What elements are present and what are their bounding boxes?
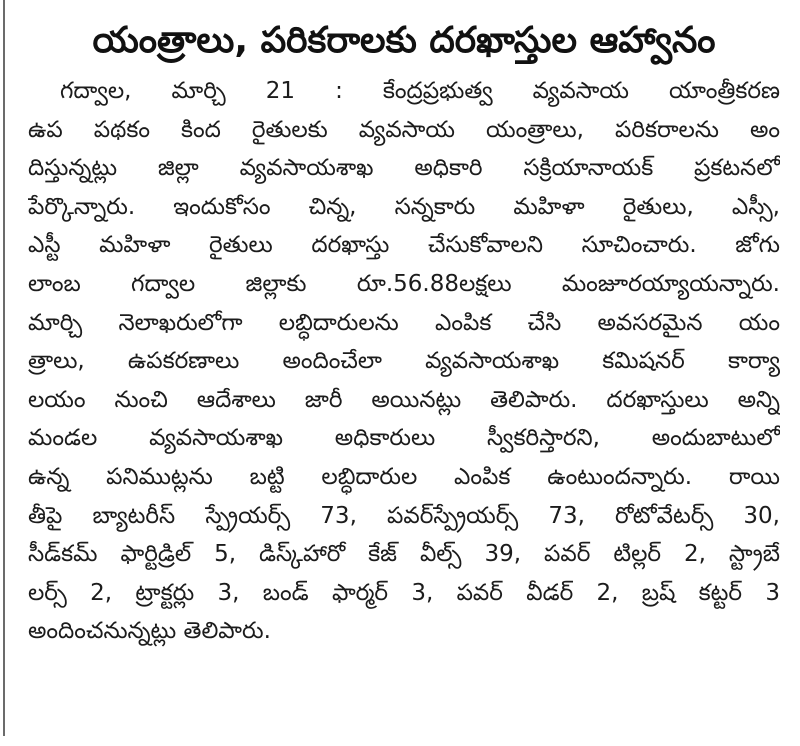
article-line: తీపై బ్యాటరీస్ స్ప్రేయర్స్ 73, పవర్‌స్ప్రేయర్స్ 73, రోటోవేటర్స్ 30, — [28, 502, 780, 529]
article-line: దిస్తున్నట్లు జిల్లా వ్యవసాయశాఖ అధికారి సక్రియానాయక్ ప్రకటనలో — [28, 155, 780, 182]
article-line: పేర్కొన్నారు. ఇందుకోసం చిన్న, సన్నకారు మహిళా రైతులు, ఎస్సీ, — [28, 193, 780, 220]
article-line: మండల వ్యవసాయశాఖ అధికారులు స్వీకరిస్తారని, అందుబాటులో — [28, 425, 780, 452]
article-line: లయం నుంచి ఆదేశాలు జారీ అయినట్లు తెలిపారు. దరఖాస్తులు అన్ని — [28, 386, 780, 413]
article-body — [28, 72, 780, 651]
article-line: ఉప పథకం కింద రైతులకు వ్యవసాయ యంత్రాలు, పరికరాలను అం — [28, 116, 780, 143]
article-line: గద్వాల, మార్చి 21 : కేంద్రప్రభుత్వ వ్యవసాయ యాంత్రీకరణ — [60, 78, 780, 104]
article-line: లాంబ గద్వాల జిల్లాకు రూ.56.88లక్షలు మంజూరయ్యాయన్నారు. — [28, 270, 780, 297]
column-rule — [3, 0, 5, 736]
newspaper-clipping — [28, 0, 780, 736]
article-line: ఎస్టీ మహిళా రైతులు దరఖాస్తు చేసుకోవాలని సూచించారు. జోగు — [28, 232, 780, 259]
next-article-headline-cropped — [70, 716, 710, 746]
article-line: త్రాలు, ఉపకరణాలు అందించేలా వ్యవసాయశాఖ కమిషనర్ కార్యా — [28, 348, 780, 375]
article-line: మార్చి నెలాఖరులోగా లబ్ధిదారులను ఎంపిక చేసి అవసరమైన యం — [28, 309, 780, 336]
article-line: అందించనున్నట్లు తెలిపారు. — [28, 618, 271, 645]
article-line: ఉన్న పనిముట్లను బట్టి లబ్ధిదారుల ఎంపిక ఉంటుందన్నారు. రాయి — [28, 463, 780, 490]
article-line: సీడ్‌కమ్ ఫార్టిడ్రిల్ 5, డిస్క్‌హారో కేజ్ వీల్స్ 39, పవర్ టిల్లర్ 2, స్ట్రాబే — [28, 541, 780, 568]
article-line: లర్స్ 2, ట్రాక్టర్లు 3, బండ్ ఫార్మర్ 3, పవర్ వీడర్ 2, బ్రష్ కట్టర్ 3 — [28, 579, 780, 606]
article-headline: యంత్రాలు, పరికరాలకు దరఖాస్తుల ఆహ్వానం — [92, 20, 716, 61]
